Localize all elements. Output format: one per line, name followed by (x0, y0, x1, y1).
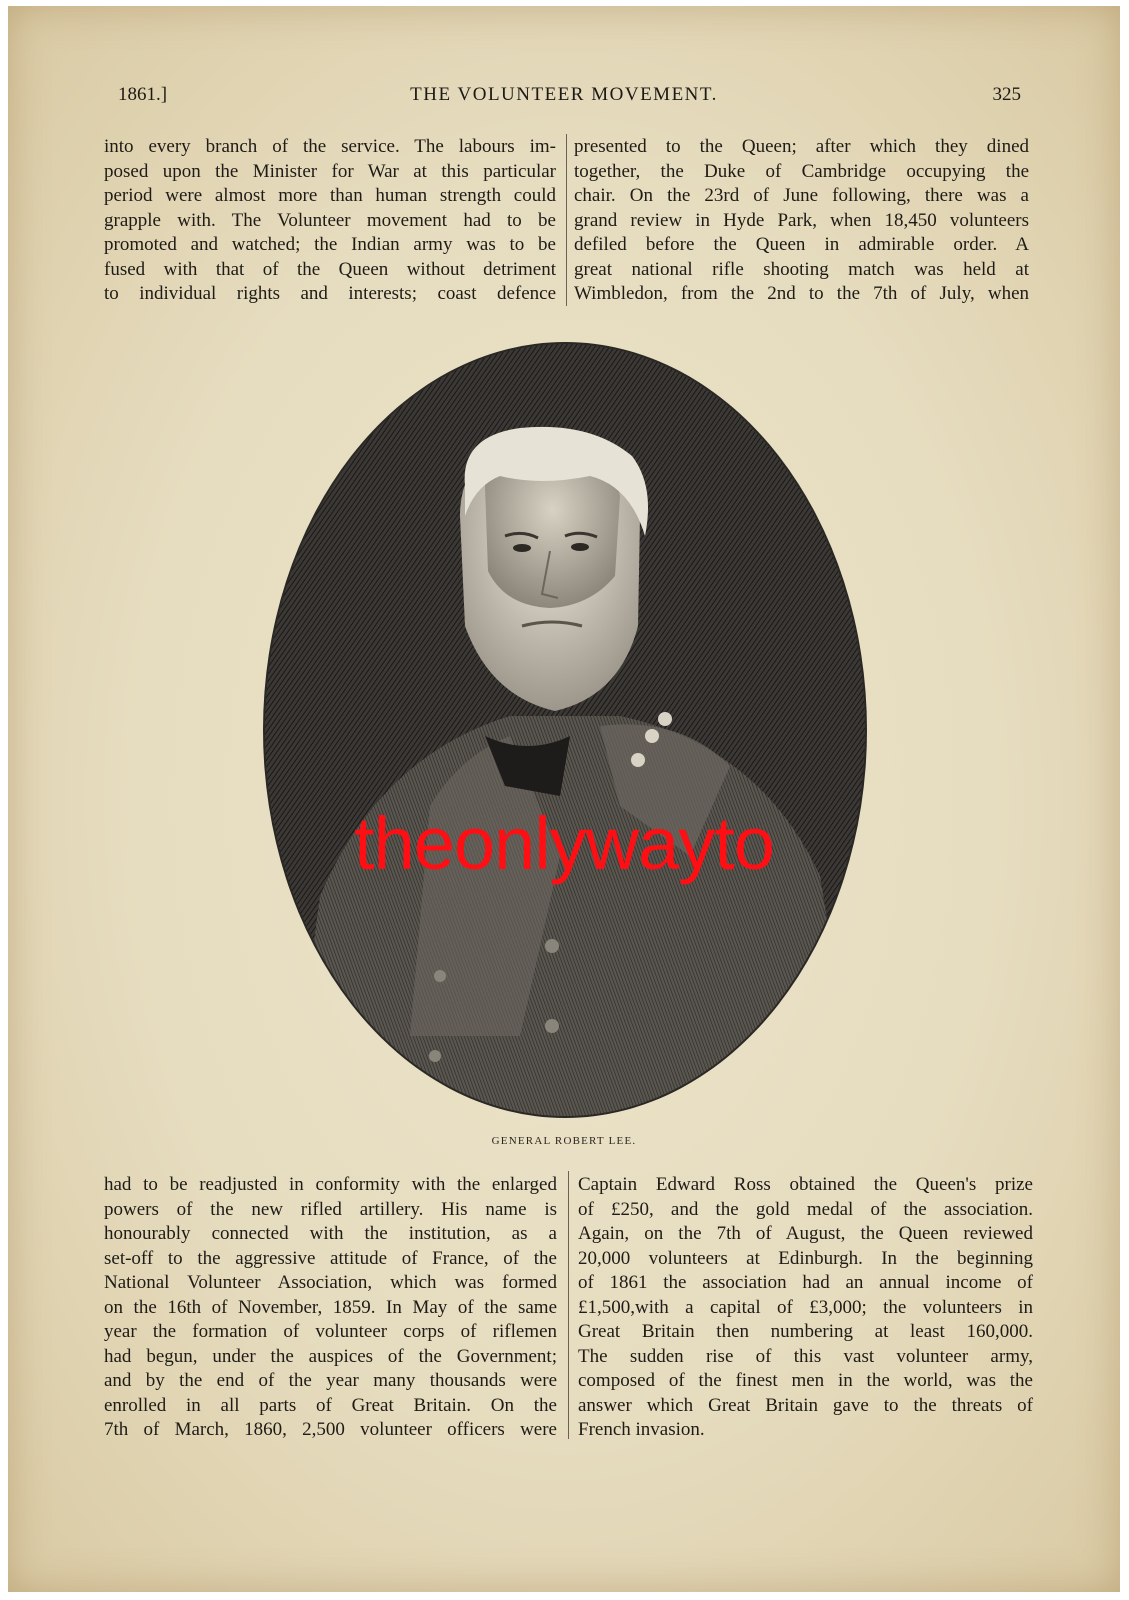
book-page (8, 6, 1120, 1592)
text-line: answer which Great Britain gave to the threats of (578, 1394, 1033, 1416)
text-line: 20,000 volunteers at Edinburgh. In the beginning (578, 1247, 1033, 1269)
column-divider-top (566, 134, 567, 306)
text-line: enrolled in all parts of Great Britain. On the (104, 1394, 557, 1416)
text-line: of 1861 the association had an annual income of (578, 1272, 1033, 1293)
text-line: grapple with. The Volunteer movement had to be (104, 209, 556, 231)
text-column-top-right (574, 135, 1029, 307)
text-column-top-left (104, 135, 556, 307)
text-line: 7th of March, 1860, 2,500 volunteer officers were (104, 1419, 557, 1440)
text-line: presented to the Queen; after which they dined (574, 136, 1029, 157)
text-line: had begun, under the auspices of the Government; (104, 1345, 557, 1367)
watermark-text: theonlywayto (354, 802, 774, 885)
text-line: £1,500,with a capital of £3,000; the volunteers in (578, 1296, 1033, 1318)
running-header (8, 84, 1120, 114)
portrait-engraving (260, 336, 870, 1124)
text-line: to individual rights and interests; coast defence (104, 283, 556, 304)
text-line: on the 16th of November, 1859. In May of the same (104, 1296, 557, 1318)
text-column-bottom-left (104, 1173, 557, 1443)
text-line: of £250, and the gold medal of the association. (578, 1198, 1033, 1220)
text-line: The sudden rise of this vast volunteer army, (578, 1345, 1033, 1367)
text-line: Captain Edward Ross obtained the Queen's prize (578, 1174, 1033, 1195)
text-line: Again, on the 7th of August, the Queen reviewed (578, 1223, 1033, 1244)
text-column-bottom-right (578, 1173, 1033, 1443)
text-line: year the formation of volunteer corps of riflemen (104, 1321, 557, 1342)
text-line: honourably connected with the institution, as a (104, 1223, 557, 1244)
text-line: posed upon the Minister for War at this particular (104, 160, 556, 182)
text-line: Wimbledon, from the 2nd to the 7th of July, when (574, 283, 1029, 304)
text-line: powers of the new rifled artillery. His name is (104, 1198, 557, 1220)
text-line: National Volunteer Association, which was formed (104, 1272, 557, 1293)
text-line: grand review in Hyde Park, when 18,450 volunteers (574, 209, 1029, 231)
text-line: and by the end of the year many thousands were (104, 1370, 557, 1391)
header-title: THE VOLUNTEER MOVEMENT. (410, 84, 718, 105)
text-line: French invasion. (578, 1419, 705, 1440)
column-divider-bottom (568, 1171, 569, 1439)
text-line: had to be readjusted in conformity with the enlarged (104, 1174, 557, 1195)
text-line: great national rifle shooting match was held at (574, 258, 1029, 280)
text-line: promoted and watched; the Indian army was to be (104, 234, 556, 255)
header-year: 1861.] (118, 84, 168, 105)
text-line: into every branch of the service. The labours im- (104, 136, 556, 157)
text-line: chair. On the 23rd of June following, there was a (574, 185, 1029, 206)
text-line: composed of the finest men in the world, was the (578, 1370, 1033, 1391)
text-line: set-off to the aggressive attitude of France, of the (104, 1247, 557, 1269)
text-line: period were almost more than human strength could (104, 185, 556, 206)
figure-caption: GENERAL ROBERT LEE. (491, 1135, 637, 1147)
text-line: fused with that of the Queen without detriment (104, 258, 556, 280)
text-line: defiled before the Queen in admirable order. A (574, 234, 1029, 255)
page-number: 325 (992, 84, 1021, 105)
text-line: Great Britain then numbering at least 160,000. (578, 1321, 1033, 1342)
text-line: together, the Duke of Cambridge occupying the (574, 160, 1029, 182)
